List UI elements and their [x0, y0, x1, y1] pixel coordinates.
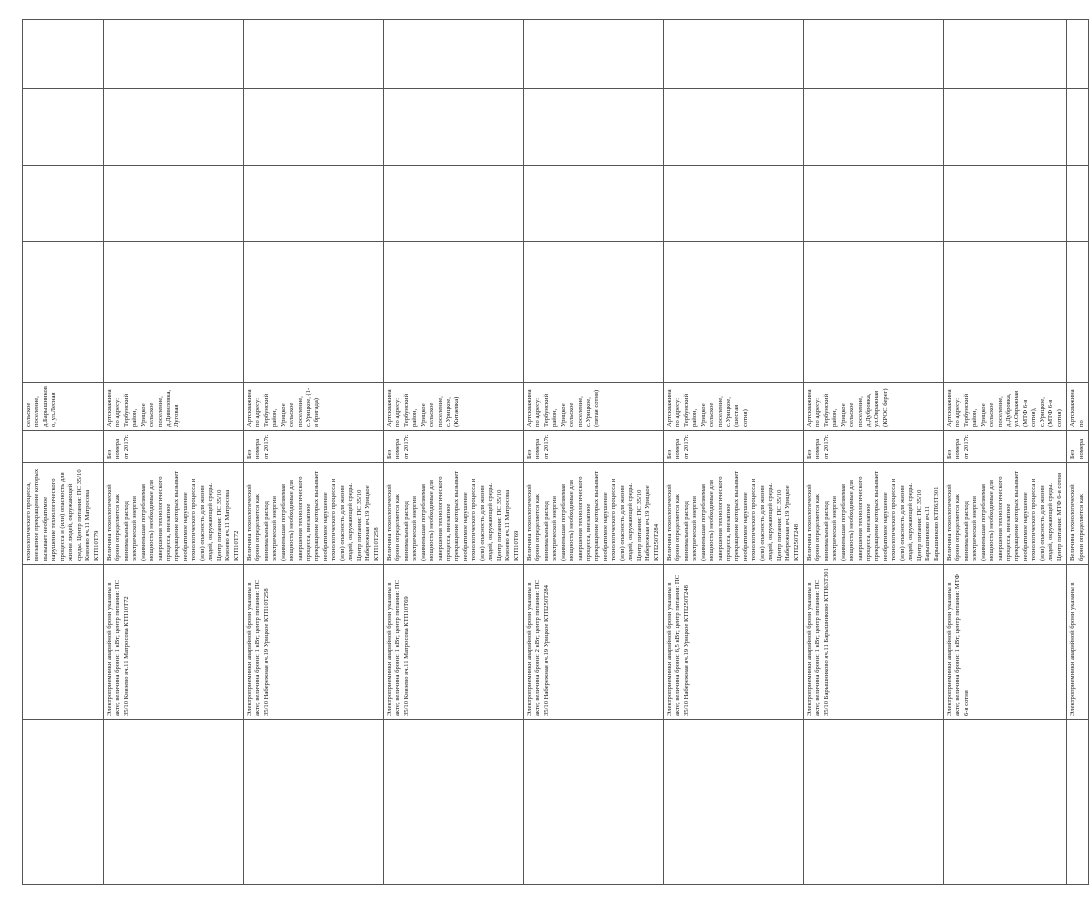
region-cell: Артскважина по адресу: Тербунский район, Урицкое сельское поселение, д.Дубровка, ул.Овражная (МТФ 6-я сотня), с.Урицкое, (МТФ 6-я сотня) — [943, 383, 1066, 431]
empty-cell — [663, 242, 803, 383]
tech-cell: технологического процесса, внезапное прекращение которых вызывает необратимое нарушение технологического процесса и (или) опасность для жизни людей, окружающей среды. Центр питания: ПС 35/10 Князево яч.11 Матросова КТП10Т79 — [23, 463, 104, 565]
empty-cell — [803, 242, 943, 383]
emergency-cell: Электроприемники аварийной брони указаны в акте; величина брони: 1 кВт; центр питания: ПС 35/10 Князево яч.11 Матросова КТП10Т72 — [103, 565, 243, 720]
empty-cell — [523, 89, 663, 166]
empty-cell — [103, 242, 243, 383]
date-cell: Без номера — [1067, 431, 1089, 463]
empty-cell — [243, 242, 383, 383]
region-cell: Артскважина по — [1067, 383, 1089, 431]
empty-cell — [1067, 720, 1089, 885]
date-cell — [23, 431, 104, 463]
region-cell: Артскважина по адресу: Тербунский район, Урицкое сельское поселение, с.Урицкое, (Китаевка) — [383, 383, 523, 431]
empty-cell — [243, 166, 383, 242]
empty-cell — [943, 242, 1066, 383]
empty-cell — [803, 166, 943, 242]
date-cell: Без номера от 2017г. — [383, 431, 523, 463]
emergency-cell: Электроприемники аварийной брони указаны в — [1067, 565, 1089, 720]
date-cell: Без номера от 2017г. — [243, 431, 383, 463]
emergency-cell: Электроприемники аварийной брони указаны в акте; величина брони: 1 кВт; центр питания: МТФ 6-я сотня — [943, 565, 1066, 720]
empty-cell — [243, 20, 383, 89]
empty-cell — [523, 720, 663, 885]
emergency-cell: Электроприемники аварийной брони указаны в акте; величина брони: 1 кВт; центр питания: ПС 35/10 Барышниково яч.11 Барышниково КТП63Т301 — [803, 565, 943, 720]
tech-cell: Величина технологической брони определяется как минимальный расход электрической энергии (наименьшая потребляемая мощность) необходимые для завершения технологического процесса, внезапное прекращение которых вызывает необратимое нарушение технологического процесса и (или) опасность для жизни людей, окружающей среды. Центр питания: ПС 35/10 Набережная яч.19 Урицкое КТП10Т258 — [243, 463, 383, 565]
table-row — [803, 20, 943, 885]
empty-cell — [23, 720, 104, 885]
date-cell: Без номера от 2017г. — [803, 431, 943, 463]
tech-cell: Величина технологической брони определяется как минимальный расход электрической энергии (наименьшая потребляемая мощность) необходимые для завершения технологического процесса, внезапное прекращение которых вызывает необратимое нарушение технологического процесса и (или) опасность для жизни людей, окружающей среды. Центр питания: ПС 35/10 Князево яч.11 Матросова КТП10Т69 — [383, 463, 523, 565]
empty-cell — [103, 20, 243, 89]
empty-cell — [1067, 20, 1089, 89]
table-row — [23, 20, 104, 885]
table-row — [943, 20, 1066, 885]
empty-cell — [943, 89, 1066, 166]
empty-cell — [103, 720, 243, 885]
table-row — [103, 20, 243, 885]
table-row — [523, 20, 663, 885]
table-row — [663, 20, 803, 885]
empty-cell — [943, 20, 1066, 89]
region-cell: сельское поселение, д.Барышниково, ул.Лесная — [23, 383, 104, 431]
emergency-cell: Электроприемники аварийной брони указаны в акте; величина брони: 1 кВт; центр питания: ПС 35/10 Князево яч.11 Матросова КТП10Т69 — [383, 565, 523, 720]
region-cell: Артскважина по адресу: Тербунский район, Урицкое сельское поселение, с.Урицкое, (пятая сотня) — [523, 383, 663, 431]
tech-cell: Величина технологической брони определяется как минимальный расход электрической энергии (наименьшая потребляемая мощность) необходимые для завершения технологического процесса, внезапное прекращение которых вызывает необратимое нарушение технологического процесса и (или) опасность для жизни людей, окружающей среды. Центр питания: ПС 35/10 Барышниково яч.11 Барышниково КТП63Т301 — [803, 463, 943, 565]
empty-cell — [383, 89, 523, 166]
empty-cell — [943, 166, 1066, 242]
empty-cell — [383, 166, 523, 242]
table-row — [1067, 20, 1089, 885]
empty-cell — [803, 89, 943, 166]
empty-cell — [663, 20, 803, 89]
emergency-cell: Электроприемники аварийной брони указаны в акте; величина брони: 2 кВт; центр питания: ПС 35/10 Набережная яч.19 Урицкое КТП250Т284 — [523, 565, 663, 720]
empty-cell — [803, 720, 943, 885]
date-cell: Без номера от 2017г. — [523, 431, 663, 463]
emergency-cell — [23, 565, 104, 720]
date-cell: Без номера от 2017г. — [663, 431, 803, 463]
empty-cell — [23, 89, 104, 166]
empty-cell — [243, 720, 383, 885]
empty-cell — [103, 166, 243, 242]
empty-cell — [523, 242, 663, 383]
tech-cell: Величина технологической брони определяется как минимальный расход электрической энергии (наименьшая потребляемая мощность) необходимые для завершения технологического процесса, внезапное прекращение которых вызывает необратимое нарушение технологического процесса и (или) опасность для жизни людей, окружающей среды. Центр питания: ПС 35/10 Князево яч.11 Матросова КТП10Т72 — [103, 463, 243, 565]
region-cell: Артскважина по адресу: Тербунский район, Урицкое сельское поселение, с.Урицкое, (1-я бригада) — [243, 383, 383, 431]
empty-cell — [23, 242, 104, 383]
empty-cell — [383, 20, 523, 89]
empty-cell — [523, 166, 663, 242]
empty-cell — [243, 89, 383, 166]
date-cell: Без номера от 2017г. — [943, 431, 1066, 463]
rotated-table-wrapper — [22, 20, 1085, 885]
table-row — [243, 20, 383, 885]
empty-cell — [383, 242, 523, 383]
tech-cell: Величина технологической брони определяется как минимальный расход электрической энергии (наименьшая потребляемая мощность) необходимые для завершения технологического процесса, внезапное прекращение которых вызывает необратимое нарушение технологического процесса и (или) опасность для жизни людей, окружающей среды. Центр питания: ПС 35/10 Набережная яч.19 Урицкое КТП250Т284 — [523, 463, 663, 565]
empty-cell — [1067, 166, 1089, 242]
empty-cell — [663, 89, 803, 166]
region-cell: Артскважина по адресу: Тербунский район, Урицкое сельское поселение, д.Дубровка, ул.Овражная (КРОС берег) — [803, 383, 943, 431]
empty-cell — [1067, 242, 1089, 383]
empty-cell — [943, 720, 1066, 885]
emergency-cell: Электроприемники аварийной брони указаны в акте; величина брони: 6,5 кВт; центр питания: ПС 35/10 Набережная яч.19 Урицкое КТП250Т248 — [663, 565, 803, 720]
empty-cell — [23, 20, 104, 89]
empty-cell — [803, 20, 943, 89]
region-cell: Артскважина по адресу: Тербунский район, Урицкое сельское поселение, д.Дивиловка, Луговая — [103, 383, 243, 431]
tech-cell: Величина технологической брони определяется как минимальный расход электрической энергии (наименьшая потребляемая мощность) необходимые для завершения технологического процесса, внезапное прекращение которых вызывает необратимое нарушение технологического процесса и (или) опасность для жизни людей, окружающей среды. Центр питания: ПС 35/10 Набережная яч.19 Урицкое КТП250Т248 — [663, 463, 803, 565]
region-cell: Артскважина по адресу: Тербунский район, Урицкое сельское поселение, с.Урицкое, (шестая сотня) — [663, 383, 803, 431]
armor-table — [22, 19, 1089, 885]
empty-cell — [523, 20, 663, 89]
empty-cell — [23, 166, 104, 242]
empty-cell — [103, 89, 243, 166]
empty-cell — [383, 720, 523, 885]
table-row — [383, 20, 523, 885]
empty-cell — [663, 720, 803, 885]
tech-cell: Величина технологической брони определяется как — [1067, 463, 1089, 565]
empty-cell — [663, 166, 803, 242]
empty-cell — [1067, 89, 1089, 166]
emergency-cell: Электроприемники аварийной брони указаны в акте; величина брони: 1 кВт; центр питания: ПС 35/10 Набережная яч.19 Урицкое КТП10Т258 — [243, 565, 383, 720]
tech-cell: Величина технологической брони определяется как минимальный расход электрической энергии (наименьшая потребляемая мощность) необходимые для завершения технологического процесса, внезапное прекращение которых вызывает необратимое нарушение технологического процесса и (или) опасность для жизни людей, окружающей среды. Центр питания: МТФ 6-я сотня — [943, 463, 1066, 565]
date-cell: Без номера от 2017г. — [103, 431, 243, 463]
